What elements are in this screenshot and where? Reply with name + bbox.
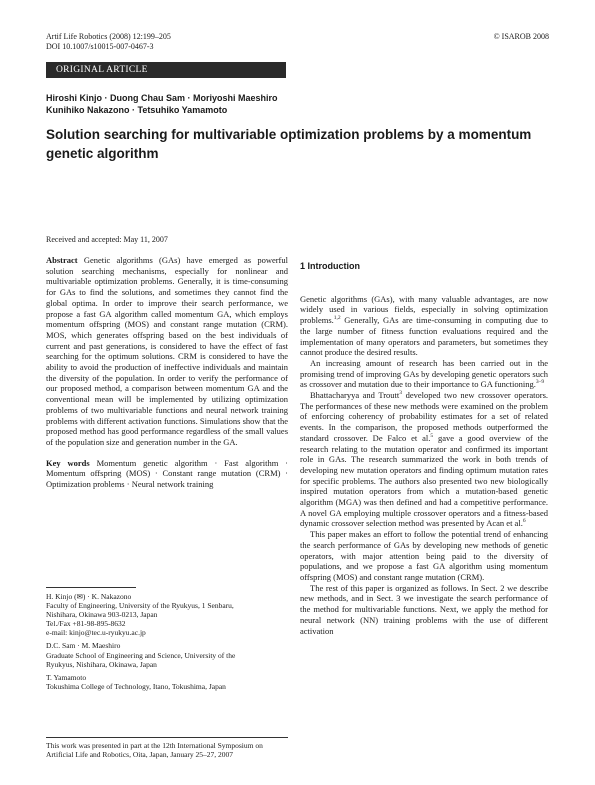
right-column	[300, 255, 548, 636]
affiliations	[46, 587, 288, 695]
paper-title: Solution searching for multivariable optimization problems by a momentum genetic algorithm	[46, 127, 532, 161]
article-type-banner: ORIGINAL ARTICLE	[46, 62, 286, 78]
keywords-text: Momentum genetic algorithm · Fast algorithm · Momentum offspring (MOS) · Constant range mutation (CRM) · Optimization problems · Neural network training	[46, 457, 289, 490]
intro-paragraph-2: An increasing amount of research has been carried out in the promising trend of improving GAs by developing genetic operators such as crossover and mutation due to their importance to GA functioning.$^{3-9}$	[300, 357, 548, 390]
doi: DOI 10.1007/s10015-007-0467-3	[46, 42, 154, 51]
received-date: Received and accepted: May 11, 2007	[46, 235, 168, 244]
keywords-label: Key words	[46, 457, 90, 468]
abstract-label: Abstract	[46, 255, 78, 265]
intro-paragraph-1: Genetic algorithms (GAs), with many valuable advantages, are now widely used in various fields, especially in solving optimization problems.$^{1,2}$ Generally, GAs are time-consuming in computing due to the large number of fitness function evaluations required and the implementation of many operators and parameters, but sometimes they cannot produce the desired results.	[300, 293, 548, 358]
authors-line-1: Hiroshi Kinjo · Duong Chau Sam · Moriyoshi Maeshiro	[46, 93, 278, 103]
intro-paragraph-4: This paper makes an effort to follow the potential trend of enhancing the search performance of GAs by developing new methods of genetic operators, with major attention being paid to the diversity of populations, and we propose a fast GA algorithm using momentum offspring (MOS) and constant range mutation (CRM).	[300, 529, 548, 582]
intro-paragraph-3: Bhattacharyya and Troutt$^3$ developed two new crossover operators. The performances of these new methods were examined on the problem of enforcing coherency of probability estimates for a set of related events. In the comparison, the proposed methods outperformed the standard crossover. De Falco et al.$^5$ gave a good overview of the research relating to the mutation operator and confirmed its important role in GAs. The research summarized the work in both trends of developing new mutation operators and finding optimum mutation rates for specific problems. The authors also presented two new biologically inspired mutation operators from which a mutation-based genetic algorithm (MGA) was then defined and had a competitive performance. A novel GA employing multiple crossover operators and a fitness-based dynamic crossover selection method was presented by Acan et al.$^6$	[300, 390, 548, 529]
affiliation-2: D.C. Sam · M. Maeshiro Graduate School of Engineering and Science, University of the Ryukyus, Nishihara, Okinawa, Japan	[46, 641, 236, 669]
left-column	[46, 255, 288, 490]
abstract-text: Genetic algorithms (GAs) have emerged as powerful solution searching mechanisms, especially for nonlinear and multivariable optimization problems. Generally, it is time-consuming for GAs to find the solutions, and sometimes they cannot find the global optima. In order to improve their search performance, we propose a fast GA algorithm called momentum GA, which employs momentum offspring (MOS) and constant range mutation (CRM). MOS, which generates offspring based on the best individuals of current and past generations, is considered to have the effect of fast searching for the optimum solutions. CRM is considered to have the ability to avoid the production of ineffective individuals and maintain the diversity of the population. In order to verify the performance of our proposed method, a comparison between momentum GA and the conventional mean will be implemented by utilizing optimization problems of two multivariable functions and neural network training problems with different activation functions. Simulations show that the proposed method has good performance regardless of the small values of the population size and generation number in the GA.	[46, 255, 288, 447]
keywords	[46, 458, 288, 490]
footnote-text: This work was presented in part at the 12th International Symposium on Artificial Life and Robotics, Oita, Japan, January 25–27, 2007	[46, 741, 263, 760]
running-header	[46, 32, 171, 52]
abstract	[46, 255, 288, 448]
affiliation-3: T. Yamamoto Tokushima College of Technology, Itano, Tokushima, Japan	[46, 672, 226, 691]
authors-line-2: Kunihiko Nakazono · Tetsuhiko Yamamoto	[46, 104, 228, 115]
journal-citation: Artif Life Robotics (2008) 12:199–205	[46, 32, 171, 41]
section-heading-introduction: 1 Introduction	[300, 261, 360, 271]
footnote-rule	[46, 737, 288, 738]
authors	[46, 93, 546, 116]
affiliation-1: H. Kinjo (✉) · K. Nakazono Faculty of Engineering, University of the Ryukyus, 1 Senbaru, Nishihara, Okinawa 903-0213, Japan Tel./Fax +81-98-895-8632 e-mail: kinjo@tec.u-ryukyu.ac.jp	[46, 592, 234, 638]
copyright: © ISAROB 2008	[493, 32, 549, 41]
affiliations-rule	[46, 587, 136, 588]
intro-paragraph-5: The rest of this paper is organized as follows. In Sect. 2 we describe new methods, and in Sect. 3 we investigate the search performance of the method for multivariable functions. Next, we apply the method for neural network (NN) training problems with the use of different activation	[300, 582, 548, 636]
footnote	[46, 737, 288, 760]
email-link[interactable]: e-mail: kinjo@tec.u-ryukyu.ac.jp	[46, 628, 146, 638]
